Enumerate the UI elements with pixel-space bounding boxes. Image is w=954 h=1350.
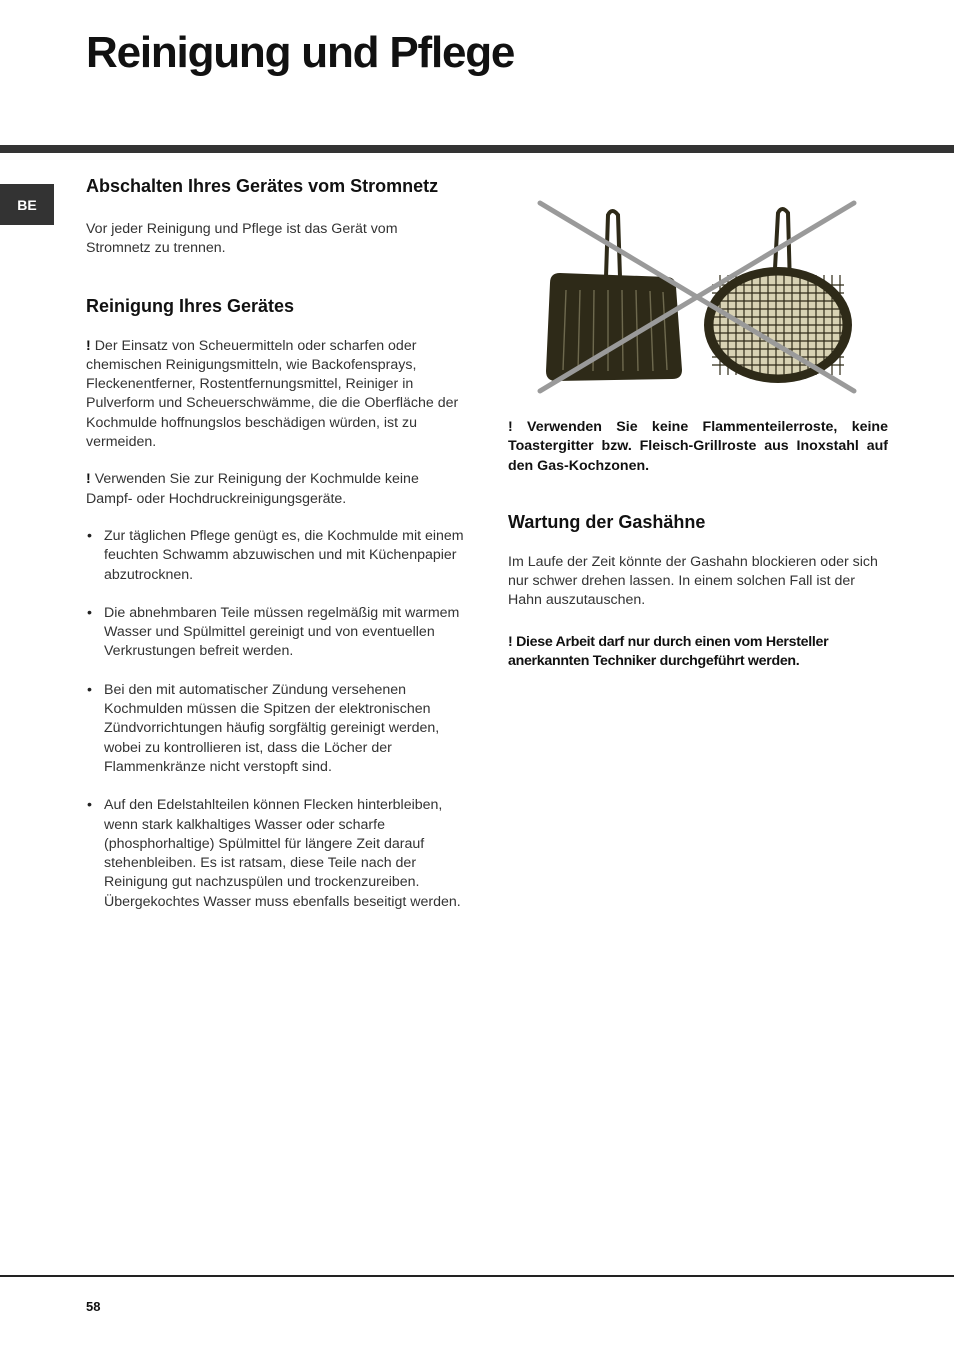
gas-taps-text: Im Laufe der Zeit könnte der Gashahn blockieren oder sich nur schwer drehen lassen. In einem solchen Fall ist der Hahn auszutauschen. xyxy=(508,553,878,609)
warning-abrasives-text: Der Einsatz von Scheuermitteln oder scharfen oder chemischen Reinigungsmitteln, wie Backofensprays, Fleckenentferner, Rostentfernungsmittel, Reiniger in Pulverform und Scheuerschwämme, die die Oberfläche der Kochmulde hoffnungslos beschädigen würden, ist zu vermeiden. xyxy=(86,337,459,451)
section-heading-cleaning: Reinigung Ihres Gerätes xyxy=(86,295,295,316)
list-item: • Bei den mit automatischer Zündung versehenen Kochmulden müssen die Spitzen der elektronischen Zündvorrichtungen häufig sorgfältig gereinigt werden, wobei zu kontrollieren ist, dass die Löcher der Flammenkränze nicht verstopft sind. xyxy=(86,681,466,777)
grill-warning: ! Verwenden Sie keine Flammenteilerroste, keine Toastergitter bzw. Fleisch-Grillroste aus Inoxstahl auf den Gas-Kochzonen. xyxy=(508,419,888,474)
warning-mark: ! xyxy=(86,337,91,354)
list-item: • Die abnehmbaren Teile müssen regelmäßig mit warmem Wasser und Spülmittel gereinigt und von eventuellen Verkrustungen befreit werden. xyxy=(86,604,466,662)
cleaning-bullet-list xyxy=(86,527,466,912)
warning-abrasives xyxy=(86,337,466,453)
list-item: • Zur täglichen Pflege genügt es, die Kochmulde mit einem feuchten Schwamm abzuwischen und mit Küchenpapier abzutrocknen. xyxy=(86,527,466,585)
crossed-out-grill-plates-icon xyxy=(508,195,888,400)
disconnect-text: Vor jeder Reinigung und Pflege ist das Gerät vom Stromnetz zu trennen. xyxy=(86,221,398,257)
square-grill-pan-icon xyxy=(546,211,682,381)
right-column xyxy=(508,195,888,671)
page-number: 58 xyxy=(86,1299,101,1314)
footer-rule xyxy=(0,1275,954,1277)
page-title: Reinigung und Pflege xyxy=(86,28,515,77)
section-heading-gas-taps: Wartung der Gashähne xyxy=(508,511,706,532)
language-tab: BE xyxy=(0,184,54,225)
left-column xyxy=(86,176,466,912)
warning-steam xyxy=(86,470,466,509)
round-grill-mesh-icon xyxy=(704,209,852,383)
warning-steam-text: Verwenden Sie zur Reinigung der Kochmulde keine Dampf- oder Hochdruckreinigungsgeräte. xyxy=(86,471,419,507)
header-rule xyxy=(0,145,954,153)
list-item: • Auf den Edelstahlteilen können Flecken hinterbleiben, wenn stark kalkhaltiges Wasser oder scharfe (phosphorhaltige) Spülmittel für längere Zeit darauf stehenbleiben. Es ist ratsam, diese Teile nach der Reinigung gut nachzuspülen und trockenzureiben. Übergekochtes Wasser muss ebenfalls beseitigt werden. xyxy=(86,796,466,912)
technician-warning: ! Diese Arbeit darf nur durch einen vom Hersteller anerkannten Techniker durchgeführt werden. xyxy=(508,633,829,670)
warning-mark: ! xyxy=(86,471,91,488)
section-heading-disconnect: Abschalten Ihres Gerätes vom Stromnetz xyxy=(86,176,439,196)
